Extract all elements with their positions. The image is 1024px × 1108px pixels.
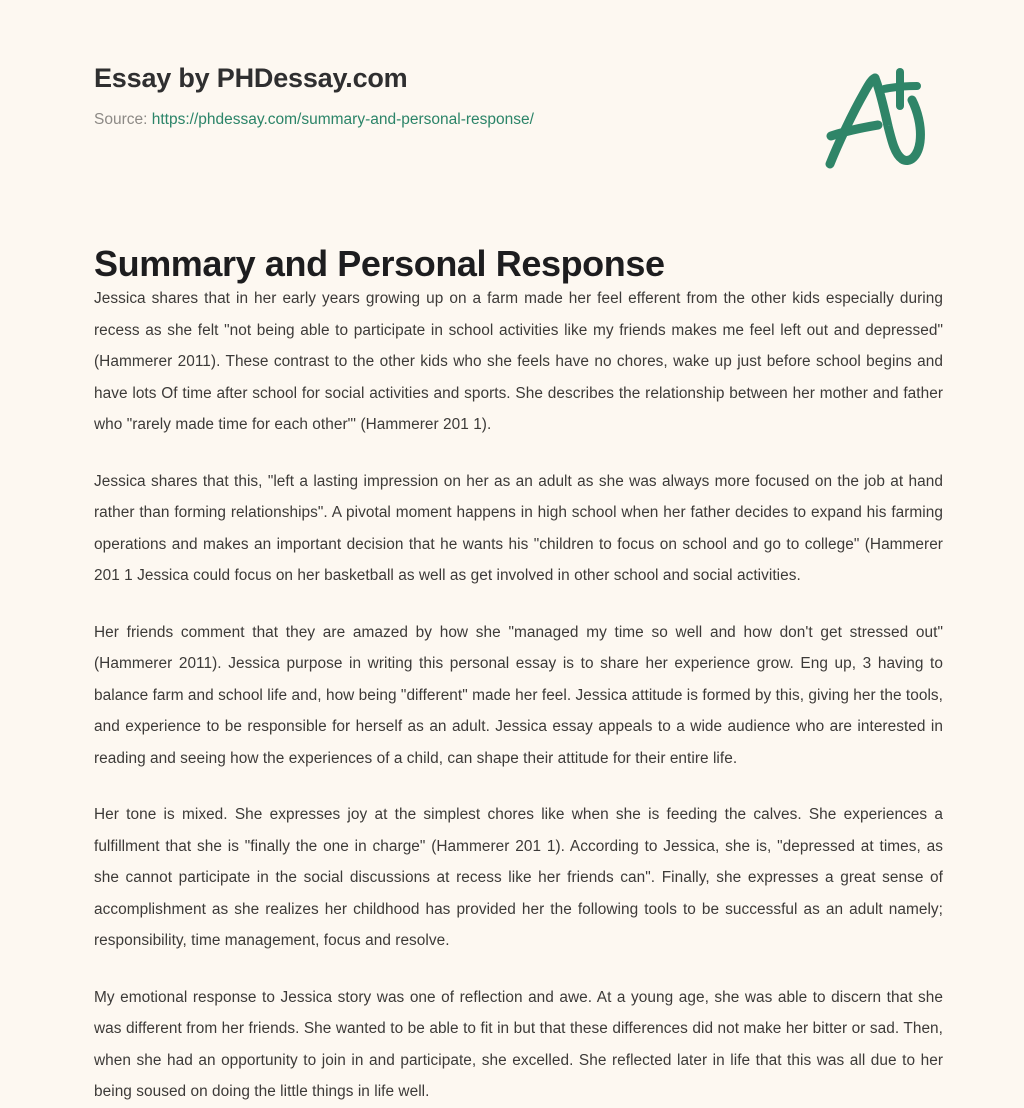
source-url-link[interactable]: https://phdessay.com/summary-and-personal-response/ [151,110,534,128]
essay-body [94,283,943,1108]
brand-title: Essay by PHDessay.com [94,63,408,93]
page-header [94,64,930,174]
source-label: Source: [94,110,148,128]
page-title: Summary and Personal Response [94,243,665,285]
a-plus-grade-logo-icon [812,62,932,172]
body-paragraph: My emotional response to Jessica story was one of reflection and awe. At a young age, she was able to discern that she was different from her friends. She wanted to be able to fit in but that these differences did not make her bitter or sad. Then, when she had an opportunity to join in and participate, she excelled. She reflected later in life that this was all due to her being soused on doing the little things in life well. [94,988,943,1100]
source-line [94,111,930,130]
body-paragraph: Jessica shares that in her early years growing up on a farm made her feel efferent from the other kids especially during recess as she felt "not being able to participate in school activities like my friends makes me feel left out and depressed" (Hammerer 2011). These contrast to the other kids who she feels have no chores, wake up just before school begins and have lots Of time after school for social activities and sports. She describes the relationship between her mother and father who "rarely made time for each other"' (Hammerer 201 1). [94,290,943,433]
body-paragraph: Her tone is mixed. She expresses joy at the simplest chores like when she is feeding the calves. She experiences a fulfillment that she is "finally the one in charge" (Hammerer 201 1). According to Jessica, she is, "depressed at times, as she cannot participate in the social discussions at recess like her friends can". Finally, she expresses a great sense of accomplishment as she realizes her childhood has provided her the following tools to be successful as an adult namely; responsibility, time management, focus and resolve. [94,806,943,949]
body-paragraph: Her friends comment that they are amazed by how she "managed my time so well and how don't get stressed out" (Hammerer 2011). Jessica purpose in writing this personal essay is to share her experience grow. Eng up, 3 having to balance farm and school life and, how being "different" made her feel. Jessica attitude is formed by this, giving her the tools, and experience to be responsible for herself as an adult. Jessica essay appeals to a wide audience who are interested in reading and seeing how the experiences of a child, can shape their attitude for their entire life. [94,623,943,767]
body-paragraph: Jessica shares that this, "left a lasting impression on her as an adult as she was always more focused on the job at hand rather than forming relationships". A pivotal moment happens in high school when her father decides to expand his farming operations and makes an important decision that he wants his "children to focus on school and go to college" (Hammerer 201 1 Jessica could focus on her basketball as well as get involved in other school and social activities. [94,472,943,584]
